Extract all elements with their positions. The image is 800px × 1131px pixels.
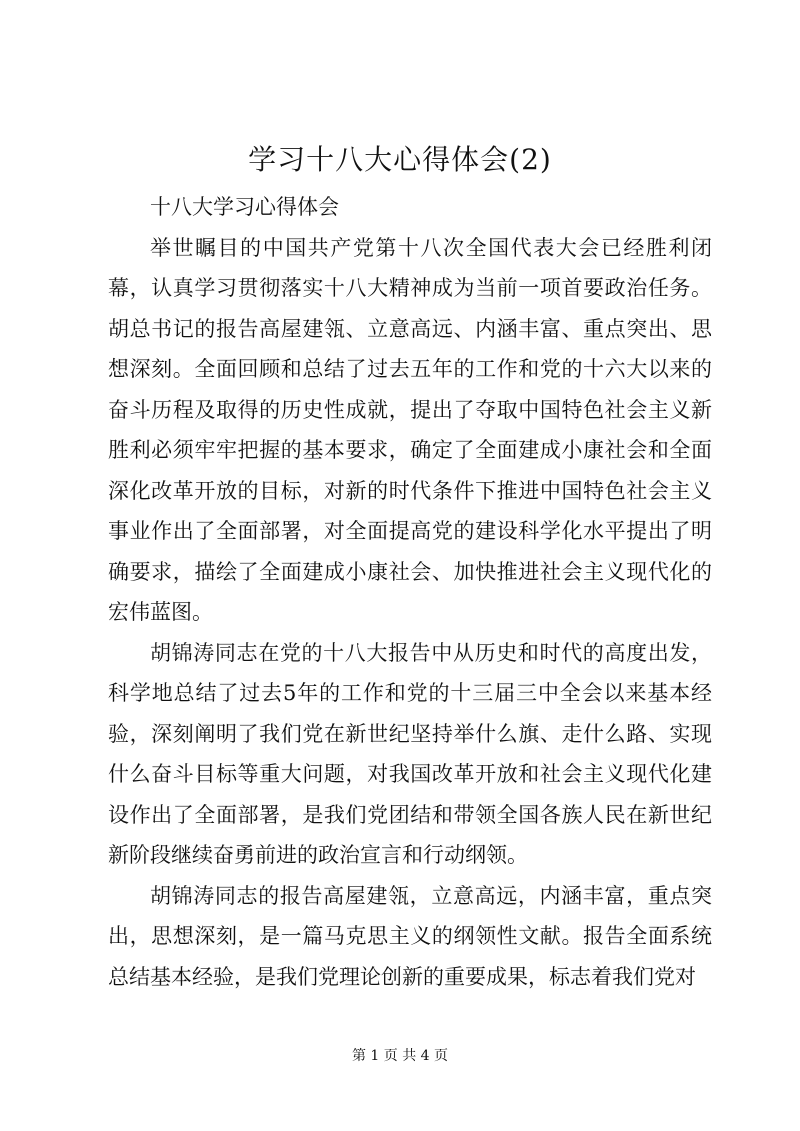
paragraph-1: 举世瞩目的中国共产党第十八次全国代表大会已经胜利闭幕，认真学习贯彻落实十八大精神成为当前一项首要政治任务。胡总书记的报告高屋建瓴、立意高远、内涵丰富、重点突出、思想深刻。全面回顾和总结了过去五年的工作和党的十六大以来的奋斗历程及取得的历史性成就，提出了夺取中国特色社会主义新胜利必须牢牢把握的基本要求，确定了全面建成小康社会和全面深化改革开放的目标，对新的时代条件下推进中国特色社会主义事业作出了全面部署，对全面提高党的建设科学化水平提出了明确要求，描绘了全面建成小康社会、加快推进社会主义现代化的宏伟蓝图。 [108,235,712,624]
page-footer: 第 1 页 共 4 页 [351,1048,449,1064]
document-body [108,187,712,997]
paragraph-3: 胡锦涛同志的报告高屋建瓴，立意高远，内涵丰富，重点突出，思想深刻，是一篇马克思主义的纲领性文献。报告全面系统总结基本经验，是我们党理论创新的重要成果，标志着我们党对 [108,883,712,989]
paragraph-subtitle: 十八大学习心得体会 [150,195,339,219]
paragraph-2: 胡锦涛同志在党的十八大报告中从历史和时代的高度出发，科学地总结了过去5年的工作和党的十三届三中全会以来基本经验，深刻阐明了我们党在新世纪坚持举什么旗、走什么路、实现什么奋斗目标等重大问题，对我国改革开放和社会主义现代化建设作出了全面部署，是我们党团结和带领全国各族人民在新世纪新阶段继续奋勇前进的政治宣言和行动纲领。 [108,640,712,867]
document-title: 学习十八大心得体会(2) [248,143,552,176]
